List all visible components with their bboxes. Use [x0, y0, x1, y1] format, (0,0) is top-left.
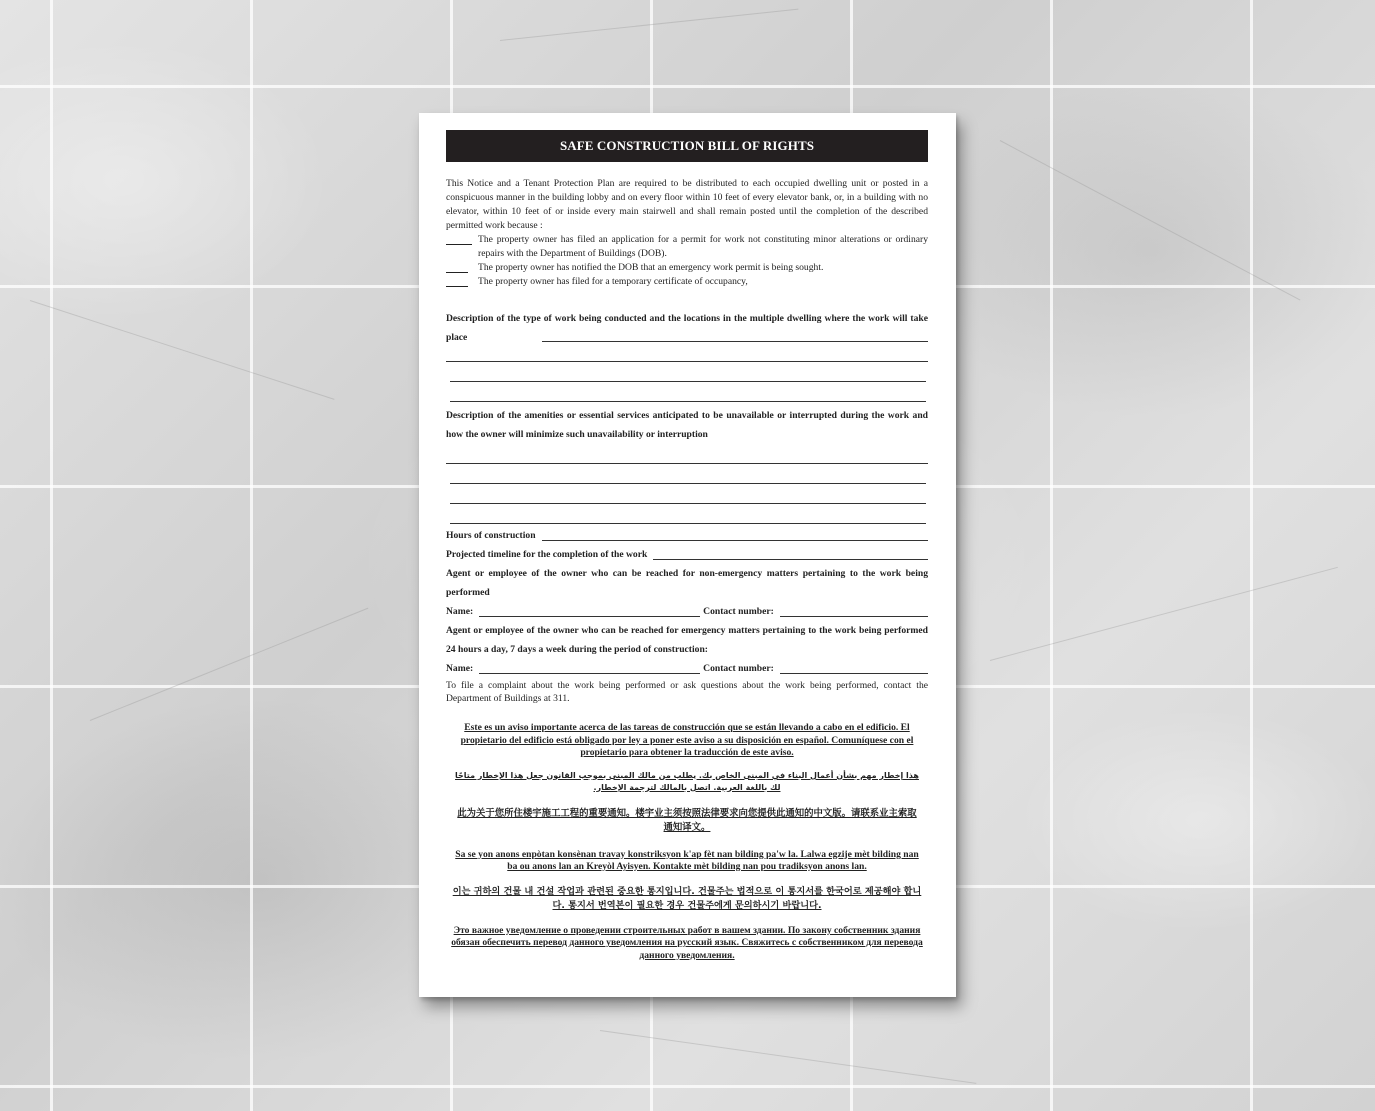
chinese-notice: 此为关于您所住楼宇施工工程的重要通知。楼宇业主须按照法律要求向您提供此通知的中文版。请联系业主索取通知译文。 [457, 807, 917, 833]
amenities-line [446, 463, 928, 464]
work-description-line [450, 401, 926, 402]
work-description-line [542, 341, 928, 342]
intro-paragraph: This Notice and a Tenant Protection Plan are required to be distributed to each occupied dwelling unit or posted in a conspicuous manner in the building lobby and on every floor within 10 feet of every elevator bank, or, in a building with no elevator, within 10 feet of or inside every main stairwell and shall remain posted until the completion of the described permitted work because : [446, 178, 928, 231]
checklist-blank [446, 275, 478, 289]
work-description-line [446, 361, 928, 362]
russian-notice: Это важное уведомление о проведении строительных работ в вашем здании. По закону собственник здания обязан обеспечить перевод данного уведомления на русский язык. Свяжитесь с собственником для перевода данного уведомления. [451, 924, 923, 961]
marble-vein [30, 300, 335, 400]
hours-line [542, 540, 928, 541]
checklist-item [446, 233, 928, 261]
timeline-label: Projected timeline for the completion of the work [446, 549, 648, 560]
name-label: Name: [446, 606, 474, 617]
hours-label: Hours of construction [446, 530, 536, 541]
timeline-line [653, 559, 928, 560]
checklist-text: The property owner has notified the DOB that an emergency work permit is being sought. [478, 262, 824, 273]
emergency-agent-label: Agent or employee of the owner who can be reached for emergency matters pertaining to the work being performed 24 hours a day, 7 days a week during the period of construction: [446, 625, 928, 655]
document-content [446, 130, 928, 962]
korean-notice: 이는 귀하의 건물 내 건설 작업과 관련된 중요한 통지입니다. 건물주는 법적으로 이 통지서를 한국어로 제공해야 합니다. 통지서 번역본이 필요한 경우 건물주에게 문의하시기 바랍니다. [452, 885, 922, 911]
checklist-text: The property owner has filed an application for a permit for work not constituting minor alterations or ordinary repairs with the Department of Buildings (DOB). [478, 234, 928, 259]
notice-document [419, 113, 956, 997]
contact-label: Contact number: [703, 663, 774, 674]
checklist-item [446, 275, 928, 289]
complaint-paragraph: To file a complaint about the work being performed or ask questions about the work being performed, contact the Department of Buildings at 311. [446, 680, 928, 704]
spanish-notice: Este es un aviso importante acerca de las tareas de construcción que se están llevando a cabo en el edificio. El propietario del edificio está obligado por ley a poner este aviso a su disposición en español. Comuníquese con el propietario para obtener la traducción de este aviso. [460, 722, 914, 758]
amenities-line [450, 483, 926, 484]
work-description-label: Description of the type of work being conducted and the locations in the multiple dwelling where the work will take place [446, 313, 928, 343]
contact-line [780, 673, 928, 674]
checklist-blank [446, 261, 478, 275]
marble-vein [990, 567, 1338, 661]
marble-vein [1000, 140, 1301, 301]
contact-line [780, 616, 928, 617]
amenities-line [450, 523, 926, 524]
marble-vein [500, 9, 798, 41]
creole-notice: Sa se yon anons enpòtan konsènan travay konstriksyon k'ap fèt nan bilding pa'w la. Lalwa egzije mèt bilding nan ba ou anons lan an Kreyòl Ayisyen. Kontakte mèt bilding nan pou tradiksyon anons lan. [455, 848, 919, 872]
checklist-text: The property owner has filed for a temporary certificate of occupancy, [478, 276, 748, 287]
non-emergency-agent-label: Agent or employee of the owner who can be reached for non-emergency matters pertaining to the work being performed [446, 568, 928, 598]
name-line [479, 673, 700, 674]
timeline-field [446, 545, 928, 564]
amenities-label: Description of the amenities or essential services anticipated to be unavailable or interrupted during the work and how the owner will minimize such unavailability or interruption [446, 410, 928, 440]
checklist-blank [446, 233, 478, 261]
document-title: SAFE CONSTRUCTION BILL OF RIGHTS [446, 130, 928, 162]
checklist-item [446, 261, 928, 275]
work-description-line [450, 381, 926, 382]
marble-vein [90, 608, 369, 721]
name-label: Name: [446, 663, 474, 674]
marble-vein [600, 1030, 976, 1084]
arabic-notice: هذا إخطار مهم بشأن أعمال البناء في المبنى الخاص بك. يطلب من مالك المبنى بموجب القانون جعل هذا الإخطار متاحًا لك باللغة العربية. اتصل بالمالك لترجمة الإخطار. [455, 770, 919, 792]
contact-label: Contact number: [703, 606, 774, 617]
amenities-line [450, 503, 926, 504]
name-line [479, 616, 700, 617]
non-emergency-contact-row [446, 602, 928, 621]
emergency-contact-row [446, 659, 928, 678]
hours-field [446, 526, 928, 545]
